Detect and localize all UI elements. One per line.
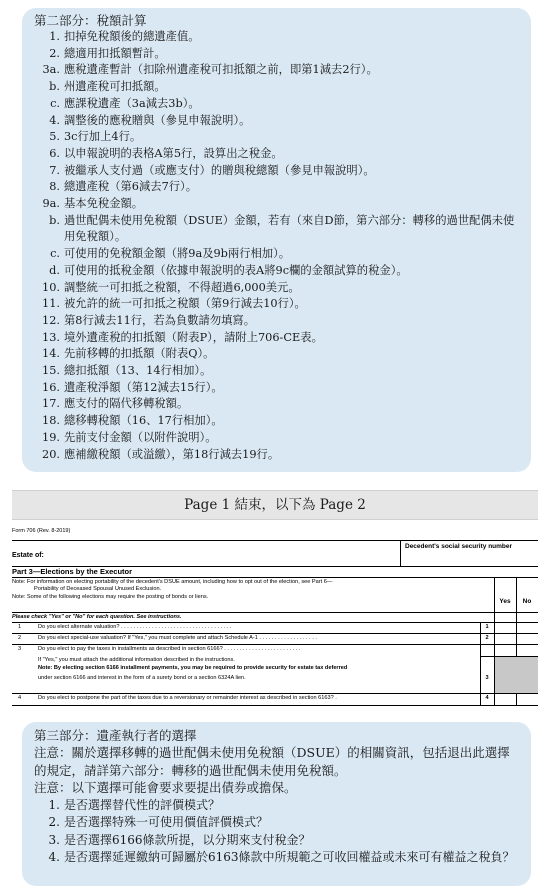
estate-of-label: Estate of: bbox=[12, 552, 44, 559]
item-number: d. bbox=[49, 263, 60, 277]
form-rule bbox=[480, 656, 538, 657]
item-number: 5. bbox=[49, 130, 60, 144]
form-header: Form 706 (Rev. 8-2019) bbox=[12, 528, 71, 534]
item-text: 應支付的隔代移轉稅額。 bbox=[64, 397, 189, 411]
item-number: b. bbox=[49, 213, 60, 227]
item-number: 14. bbox=[42, 347, 60, 361]
item-text: 調整後的應稅贈與（參見申報說明）。 bbox=[64, 113, 251, 127]
item-text: 境外遺產稅的扣抵額（附表P），請附上706-CE表。 bbox=[64, 330, 323, 344]
question-number: 2 bbox=[18, 635, 22, 641]
list-item bbox=[34, 179, 521, 196]
item-text: 3c行加上4行。 bbox=[64, 130, 142, 144]
list-item bbox=[34, 346, 521, 363]
item-number: 20. bbox=[42, 447, 60, 461]
line-number: 2 bbox=[485, 635, 489, 641]
form-rule bbox=[12, 693, 538, 694]
item-text: 扣掉免稅額後的總遺產值。 bbox=[64, 30, 200, 43]
item-number: 4. bbox=[49, 113, 60, 127]
item-text: 被允許的統一可扣抵之稅額（第9行減去10行）。 bbox=[64, 297, 306, 311]
part2-item-list bbox=[34, 29, 521, 463]
item-text: 是否選擇延遲繳納可歸屬於6163條款中所規範之可收回權益或未來可有權益之稅負？ bbox=[64, 850, 515, 865]
item-text: 先前支付金額（以附件說明）。 bbox=[64, 430, 217, 444]
item-text: 是否選擇特殊一可使用價值評價模式？ bbox=[64, 815, 269, 830]
item-number: c. bbox=[50, 247, 60, 261]
list-item bbox=[34, 280, 521, 297]
list-item bbox=[34, 413, 521, 430]
item-number: 17. bbox=[42, 397, 60, 411]
list-item bbox=[34, 62, 521, 79]
item-number: 2. bbox=[48, 815, 60, 830]
part3-note-1: 注意：關於選擇移轉的過世配偶未使用免稅額（DSUE）的相關資訊，包括退出此選擇的規定，請詳第六部分：轉移的過世配偶未使用免稅額。 bbox=[34, 745, 510, 778]
list-item bbox=[34, 163, 521, 180]
list-item bbox=[34, 29, 521, 46]
ssn-label: Decedent's social security number bbox=[400, 540, 538, 567]
item-text: 遺產稅淨額（第12減去15行）。 bbox=[64, 380, 223, 394]
shaded-cell bbox=[495, 656, 538, 693]
item-number: 6. bbox=[49, 146, 60, 160]
form-note-1: Note: For information on electing portability of the decedent's DSUE amount, including how to opt out of the election, see Part 6— bbox=[12, 579, 333, 585]
item-text: 應補繳稅額（或溢繳），第18行減去19行。 bbox=[64, 447, 280, 461]
item-number: 3. bbox=[48, 832, 60, 847]
list-item bbox=[34, 96, 521, 113]
page-break-banner: Page 1 結束，以下為 Page 2 bbox=[12, 490, 538, 520]
form-rule bbox=[12, 622, 538, 623]
item-number: 7. bbox=[49, 163, 60, 177]
part3-item-list bbox=[34, 797, 521, 867]
item-text: 被繼承人支付過（或應支付）的贈與稅總額（參見申報說明）。 bbox=[64, 163, 375, 177]
item-number: 19. bbox=[42, 430, 60, 444]
list-item bbox=[34, 296, 521, 313]
question-text: Do you elect alternate valuation? . . . . . . . . . . . . . . . . . . . . . . . . . . . . . . . . . . . . bbox=[38, 624, 232, 630]
form-rule bbox=[12, 705, 538, 706]
line-number: 1 bbox=[485, 624, 489, 630]
item-text: 總遺產稅（第6減去7行）。 bbox=[64, 180, 197, 194]
item-text: 總移轉稅額（16、17行相加）。 bbox=[64, 414, 223, 428]
item-text: 可使用的免稅額金額（將9a及9b兩行相加）。 bbox=[64, 247, 291, 261]
list-item bbox=[34, 447, 521, 464]
part3-note-2: 注意：以下選擇可能會要求要提出債券或擔保。 bbox=[34, 780, 297, 795]
item-text: 應稅遺產暫計（扣除州遺產稅可扣抵額之前，即第1減去2行）。 bbox=[64, 63, 378, 77]
list-item bbox=[34, 313, 521, 330]
list-item bbox=[34, 246, 521, 263]
item-number: 18. bbox=[42, 414, 60, 428]
item-text: 是否選擇替代性的評價模式？ bbox=[64, 797, 221, 812]
item-number: 4. bbox=[48, 850, 60, 865]
list-item bbox=[34, 396, 521, 413]
item-text: 先前移轉的扣抵額（附表Q）。 bbox=[64, 347, 215, 361]
item-number: 3a. bbox=[42, 63, 60, 77]
item-number: 13. bbox=[42, 330, 60, 344]
list-item bbox=[34, 263, 521, 280]
item-text: 基本免稅金額。 bbox=[64, 197, 144, 211]
item-number: 1. bbox=[49, 30, 60, 43]
list-item bbox=[34, 146, 521, 163]
item-number: 10. bbox=[42, 280, 60, 294]
part3-translation-box bbox=[22, 722, 531, 886]
question-text: Do you elect to pay the taxes in installments as described in section 6166? . . . . . . . . . . . . . . . . . . . . . . . . . bbox=[38, 646, 301, 652]
item-text: 第8行減去11行，若為負數請勿填寫。 bbox=[64, 313, 256, 327]
form-note-1b: Portability of Deceased Spousal Unused Exclusion. bbox=[34, 586, 162, 592]
question-text: Do you elect to postpone the part of the taxes due to a reversionary or remainder interest as described in section 6163? . bbox=[38, 695, 337, 701]
part2-translation-box bbox=[22, 8, 531, 472]
item-number: 2. bbox=[49, 46, 60, 60]
item-text: 總適用扣抵額暫計。 bbox=[64, 46, 166, 60]
part3-form-title: Part 3—Elections by the Executor bbox=[12, 567, 133, 576]
form-rule bbox=[12, 577, 538, 578]
list-item bbox=[34, 797, 521, 815]
part3-title: 第三部分：遺產執行者的選擇 bbox=[34, 728, 197, 743]
form-rule bbox=[12, 612, 538, 613]
question-number: 1 bbox=[18, 624, 22, 630]
list-item bbox=[34, 196, 521, 213]
list-item bbox=[34, 814, 521, 832]
item-number: 15. bbox=[42, 364, 60, 378]
item-number: 16. bbox=[42, 380, 60, 394]
question-text: Do you elect special-use valuation? If "Yes," you must complete and attach Schedule A-1 . . . . . . . . . . . . . . . . . . . bbox=[38, 635, 317, 641]
item-text: 可使用的抵稅金額（依據申報說明的表A將9c欄的金額試算的稅金）。 bbox=[64, 263, 408, 277]
list-item bbox=[34, 430, 521, 447]
form-rule bbox=[12, 633, 538, 634]
form-706-excerpt bbox=[12, 528, 538, 708]
question-note-text: Note: By electing section 6166 installment payments, you may be required to provide security for estate tax deferred bbox=[38, 665, 348, 671]
part2-title: 第二部分：稅額計算 bbox=[34, 13, 147, 28]
item-text: 是否選擇6166條款所提，以分期來支付稅金？ bbox=[64, 832, 311, 847]
list-item bbox=[34, 380, 521, 397]
list-item bbox=[34, 213, 521, 246]
check-instructions: Please check "Yes" or "No" for each question. See instructions. bbox=[12, 614, 182, 620]
item-number: c. bbox=[50, 96, 60, 110]
list-item bbox=[34, 330, 521, 347]
item-text: 過世配偶未使用免稅額（DSUE）金額，若有（來自D節，第六部分：轉移的過世配偶未使用免稅額）。 bbox=[64, 213, 515, 244]
form-rule bbox=[12, 644, 538, 645]
line-number: 3 bbox=[485, 675, 489, 681]
item-text: 應課稅遺產（3a減去3b）。 bbox=[64, 96, 200, 110]
list-item bbox=[34, 832, 521, 850]
list-item bbox=[34, 113, 521, 130]
item-number: 9a. bbox=[42, 197, 60, 211]
question-note-text: under section 6166 and interest in the form of a surety bond or a section 6324A lien. bbox=[38, 675, 246, 681]
yes-header: Yes bbox=[499, 598, 511, 605]
list-item bbox=[34, 363, 521, 380]
item-text: 州遺產稅可扣抵額。 bbox=[64, 80, 166, 94]
form-note-2: Note: Some of the following elections may require the posting of bonds or liens. bbox=[12, 594, 209, 600]
item-text: 以申報說明的表格A第5行，設算出之稅金。 bbox=[64, 146, 283, 160]
list-item bbox=[34, 129, 521, 146]
question-detail-text: If "Yes," you must attach the additional information described in the instructions. bbox=[38, 657, 235, 663]
item-text: 總扣抵額（13、14行相加）。 bbox=[64, 364, 212, 378]
item-number: 1. bbox=[48, 797, 60, 812]
item-number: 11. bbox=[42, 297, 60, 311]
item-number: b. bbox=[49, 80, 60, 94]
list-item bbox=[34, 79, 521, 96]
item-text: 調整統一可扣抵之稅額，不得超過6,000美元。 bbox=[64, 280, 300, 294]
list-item bbox=[34, 849, 521, 867]
list-item bbox=[34, 46, 521, 63]
item-number: 8. bbox=[49, 180, 60, 194]
question-number: 4 bbox=[18, 695, 22, 701]
line-number: 4 bbox=[485, 695, 489, 701]
item-number: 12. bbox=[42, 313, 60, 327]
no-header: No bbox=[522, 598, 532, 605]
question-number: 3 bbox=[18, 646, 22, 652]
